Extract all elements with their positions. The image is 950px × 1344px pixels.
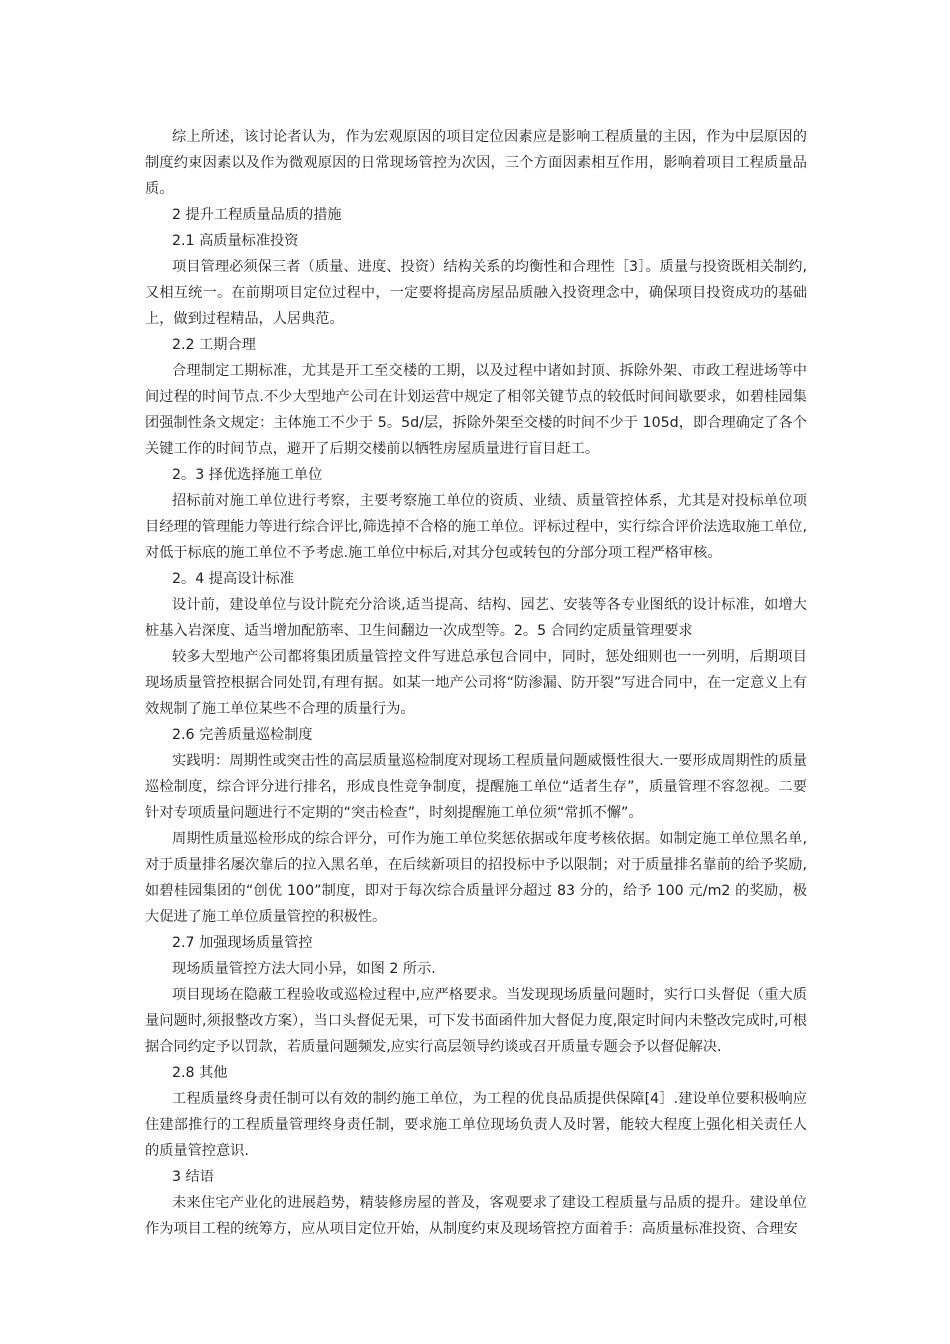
paragraph-2-8: 工程质量终身责任制可以有效的制约施工单位，为工程的优良品质提供保障[4］.建设单位要积极响应住建部推行的工程质量管理终身责任制，要求施工单位现场负责人及时署，能较大程度上强化相关责任人的质量管控意识. bbox=[145, 1091, 807, 1159]
subsection-heading-2-4: 2。4 提高设计标准 bbox=[172, 571, 294, 587]
paragraph-2-5: 较多大型地产公司都将集团质量管控文件写进总承包合同中，同时，惩处细则也一一列明，后期项目现场质量管控根据合同处罚,有理有据。如某一地产公司将“防渗漏、防开裂”写进合同中，在一定意义上有效规制了施工单位某些不合理的质量行为。 bbox=[145, 649, 807, 717]
subsection-heading-2-2: 2.2 工期合理 bbox=[172, 337, 256, 353]
subsection-heading-2-6: 2.6 完善质量巡检制度 bbox=[172, 727, 313, 743]
paragraph-2-6-a: 实践明：周期性或突击性的高层质量巡检制度对现场工程质量问题威慑性很大.一要形成周期性的质量巡检制度，综合评分进行排名，形成良性竞争制度，提醒施工单位“适者生存”，质量管理不容忽视。二要针对专项质量问题进行不定期的“突击检查”，时刻提醒施工单位须“常抓不懈”。 bbox=[145, 753, 807, 821]
paragraph-2-1: 项目管理必须保三者（质量、进度、投资）结构关系的均衡性和合理性［3］。质量与投资既相关制约,又相互统一。在前期项目定位过程中，一定要将提高房屋品质融入投资理念中，确保项目投资成功的基础上，做到过程精品，人居典范。 bbox=[145, 259, 807, 327]
paragraph-2-7-a: 现场质量管控方法大同小异，如图 2 所示. bbox=[172, 961, 436, 977]
paragraph-2-3: 招标前对施工单位进行考察，主要考察施工单位的资质、业绩、质量管控体系，尤其是对投标单位项目经理的管理能力等进行综合评比,筛选掉不合格的施工单位。评标过程中，实行综合评价法选取施工单位,对低于标底的施工单位不予考虑.施工单位中标后,对其分包或转包的分部分项工程严格审核。 bbox=[145, 493, 807, 561]
section-heading-2: 2 提升工程质量品质的措施 bbox=[172, 207, 342, 223]
subsection-heading-2-1: 2.1 高质量标准投资 bbox=[172, 233, 299, 249]
paragraph-conclusion: 未来住宅产业化的进展趋势，精装修房屋的普及，客观要求了建设工程质量与品质的提升。建设单位作为项目工程的统筹方，应从项目定位开始，从制度约束及现场管控方面着手：高质量标准投资、合理安 bbox=[145, 1195, 807, 1237]
paragraph-2-4: 设计前，建设单位与设计院充分洽谈,适当提高、结构、园艺、安装等各专业图纸的设计标准，如增大桩基入岩深度、适当增加配筋率、卫生间翻边一次成型等。2。5 合同约定质量管理要求 bbox=[145, 597, 807, 639]
section-heading-3: 3 结语 bbox=[172, 1169, 214, 1185]
subsection-heading-2-3: 2。3 择优选择施工单位 bbox=[172, 467, 323, 483]
paragraph-2-2: 合理制定工期标准，尤其是开工至交楼的工期，以及过程中诸如封顶、拆除外架、市政工程进场等中间过程的时间节点.不少大型地产公司在计划运营中规定了相邻关键节点的较低时间间歇要求，如碧桂园集团强制性条文规定：主体施工不少于 5。5d/层，拆除外架至交楼的时间不少于 105d，即合理确定了各个关键工作的时间节点，避开了后期交楼前以牺牲房屋质量进行盲目赶工。 bbox=[145, 363, 807, 457]
subsection-heading-2-7: 2.7 加强现场质量管控 bbox=[172, 935, 313, 951]
subsection-heading-2-8: 2.8 其他 bbox=[172, 1065, 228, 1081]
paragraph-2-6-b: 周期性质量巡检形成的综合评分，可作为施工单位奖惩依据或年度考核依据。如制定施工单位黑名单,对于质量排名屡次靠后的拉入黑名单，在后续新项目的招投标中予以限制；对于质量排名靠前的给予奖励,如碧桂园集团的“创优 100”制度，即对于每次综合质量评分超过 83 分的，给予 100 元/m2 的奖励，极大促进了施工单位质量管控的积极性。 bbox=[145, 831, 807, 925]
document-page bbox=[145, 124, 807, 1242]
paragraph-2-7-b: 项目现场在隐蔽工程验收或巡检过程中,应严格要求。当发现现场质量问题时，实行口头督促（重大质量问题时,须报整改方案），当口头督促无果，可下发书面函件加大督促力度,限定时间内未整改完成时,可根据合同约定予以罚款，若质量问题频发,应实行高层领导约谈或召开质量专题会予以督促解决. bbox=[145, 987, 807, 1055]
paragraph-summary: 综上所述，该讨论者认为，作为宏观原因的项目定位因素应是影响工程质量的主因，作为中层原因的制度约束因素以及作为微观原因的日常现场管控为次因，三个方面因素相互作用，影响着项目工程质量品质。 bbox=[145, 129, 807, 197]
